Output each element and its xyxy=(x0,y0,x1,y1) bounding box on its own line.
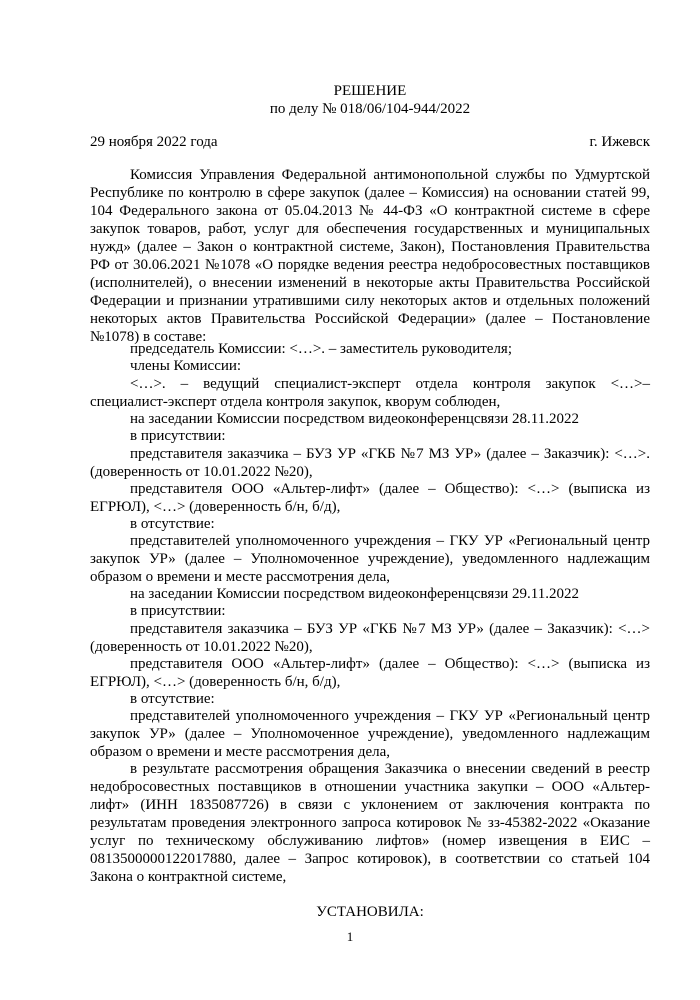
decision-date: 29 ноября 2022 года xyxy=(90,134,218,150)
page-number: 1 xyxy=(346,929,354,944)
members-label: члены Комиссии: xyxy=(130,358,242,374)
intro-paragraph: Комиссия Управления Федеральной антимонопольной службы по Удмуртской Республике по контролю в сфере закупок (далее – Комиссия) на основании статей 99, 104 Федерального закона от 05.04.2013 № 44-ФЗ «О контрактной системе в сфере закупок товаров, работ, услуг для обеспечения государственных и муниципальных нужд» (далее – Закон о контрактной системе, Закон), Постановления Правительства РФ от 30.06.2021 №1078 «О порядке ведения реестра недобросовестных поставщиков (исполнителей), о внесении изменений в некоторые акты Правительства Российской Федерации и признании утратившими силу некоторых актов и отдельных положений некоторых актов Правительства Российской Федерации» (далее – Постановление №1078) в составе: xyxy=(90,167,650,345)
present-label-1: в присутствии: xyxy=(130,428,226,444)
agency-absent-1: представителей уполномоченного учреждения – ГКУ УР «Региональный центр закупок УР» (далее – Уполномоченное учреждение), уведомленного надлежащим образом о времени и месте рассмотрения дела, xyxy=(90,533,650,585)
result-paragraph: в результате рассмотрения обращения Заказчика о внесении сведений в реестр недобросовестных поставщиков в отношении участника закупки – ООО «Альтер-лифт» (ИНН 1835087726) в связи с уклонением от заключения контракта по результатам проведения электронного запроса котировок № зз-45382-2022 «Оказание услуг по техническому обслуживанию лифтов» (номер извещения в ЕИС – 0813500000122017880, далее – Запрос котировок), в соответствии со статьей 104 Закона о контрактной системе, xyxy=(90,761,650,885)
document-title: РЕШЕНИЕ xyxy=(333,83,407,99)
session-1: на заседании Комиссии посредством видеоконференцсвязи 28.11.2022 xyxy=(130,411,579,427)
customer-rep-2: представителя заказчика – БУЗ УР «ГКБ №7 МЗ УР» (далее – Заказчик): <…> (доверенность от 10.01.2022 №20), xyxy=(90,621,650,655)
absent-label-1: в отсутствие: xyxy=(130,516,215,532)
commission-chair: председатель Комиссии: <…>. – заместитель руководителя; xyxy=(130,341,512,357)
agency-absent-2: представителей уполномоченного учреждения – ГКУ УР «Региональный центр закупок УР» (далее – Уполномоченное учреждение), уведомленного надлежащим образом о времени и месте рассмотрения дела, xyxy=(90,708,650,760)
absent-label-2: в отсутствие: xyxy=(130,691,215,707)
company-rep-1: представителя ООО «Альтер-лифт» (далее – Общество): <…> (выписка из ЕГРЮЛ), <…> (доверенность б/н, б/д), xyxy=(90,481,650,515)
date-place-line xyxy=(90,133,650,151)
company-rep-2: представителя ООО «Альтер-лифт» (далее – Общество): <…> (выписка из ЕГРЮЛ), <…> (доверенность б/н, б/д), xyxy=(90,656,650,690)
members-paragraph: <…>. – ведущий специалист-эксперт отдела контроля закупок <…>– специалист-эксперт отдела контроля закупок, кворум соблюден, xyxy=(90,376,650,410)
customer-rep-1: представителя заказчика – БУЗ УР «ГКБ №7 МЗ УР» (далее – Заказчик): <…>. (доверенность от 10.01.2022 №20), xyxy=(90,446,650,480)
established-heading: УСТАНОВИЛА: xyxy=(316,904,424,920)
session-2: на заседании Комиссии посредством видеоконференцсвязи 29.11.2022 xyxy=(130,586,579,602)
case-number: по делу № 018/06/104-944/2022 xyxy=(269,101,471,117)
decision-place: г. Ижевск xyxy=(589,134,650,150)
present-label-2: в присутствии: xyxy=(130,603,226,619)
